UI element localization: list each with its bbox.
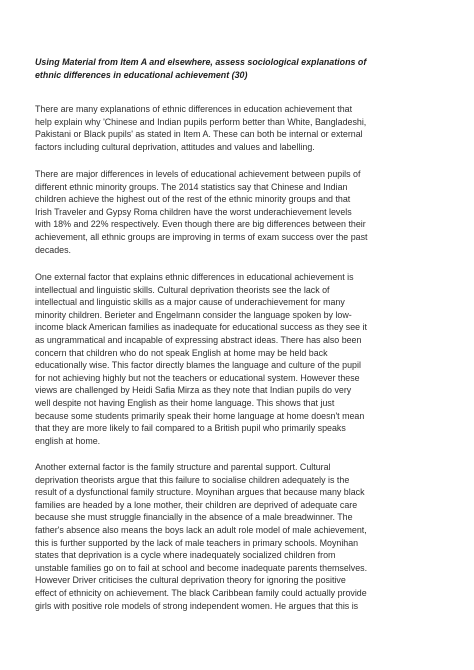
paragraph-line: achievement, all ethnic groups are improving in terms of exam success over the past — [35, 231, 368, 242]
paragraph-line: unstable families go on to fail at school and become inadequate parents themselves. — [35, 562, 368, 573]
paragraph-introduction — [35, 103, 445, 153]
paragraph-line: because she must struggle financially in the absence of a male breadwinner. The — [35, 512, 353, 523]
paragraph-line: decades. — [35, 244, 72, 255]
paragraph-line: as ungrammatical and incapable of expressing abstract ideas. There has also been — [35, 334, 362, 345]
paragraph-line: One external factor that explains ethnic differences in educational achievement is — [35, 272, 354, 282]
paragraph-line: income black American families as inadequate for educational success as they see it — [35, 322, 368, 333]
paragraph-line: effect of ethnicity on achievement. The black Caribbean family could actually provide — [35, 587, 367, 598]
paragraph-line: There are major differences in levels of educational achievement between pupils of — [35, 169, 361, 179]
paragraph-line: different ethnic minority groups. The 2014 statistics say that Chinese and Indian — [35, 181, 348, 192]
paragraph-line: with 18% and 22% respectively. Even though there are big differences between their — [35, 219, 366, 230]
paragraph-line: children achieve the highest out of the rest of the ethnic minority groups and that — [35, 194, 351, 205]
paragraph-line: Pakistani or Black pupils' as stated in Item A. These can both be internal or external — [35, 129, 363, 140]
paragraph-family-structure — [35, 461, 445, 612]
heading-line: ethnic differences in educational achievement (30) — [35, 69, 248, 80]
paragraph-line: views are challenged by Heidi Safia Mirza as they note that Indian pupils do very — [35, 385, 352, 396]
paragraph-line: educationally wise. This factor directly blames the language and culture of the pupil — [35, 360, 361, 371]
paragraph-line: deprivation theorists argue that this failure to socialise children adequately is the — [35, 474, 350, 485]
paragraph-linguistic-skills — [35, 271, 445, 447]
paragraph-line: Irish Traveler and Gypsy Roma children have the worst underachievement levels — [35, 206, 352, 217]
paragraph-line: because some students primarily speak their home language at home doesn't mean — [35, 410, 365, 421]
paragraph-statistics — [35, 168, 445, 256]
paragraph-line: help explain why 'Chinese and Indian pupils perform better than White, Bangladeshi, — [35, 116, 367, 127]
paragraph-line: well despite not having English as their home language. This shows that just — [35, 397, 335, 408]
paragraph-line: families are headed by a lone mother, their children are deprived of adequate care — [35, 499, 358, 510]
paragraph-line: intellectual and linguistic skills as a major cause of underachievement for many — [35, 297, 345, 308]
paragraph-line: father's absence also means the boys lack an adult role model of male achievement, — [35, 524, 367, 535]
paragraph-line: Another external factor is the family structure and parental support. Cultural — [35, 462, 331, 472]
essay-question-heading — [35, 56, 445, 81]
paragraph-line: for not achieving highly but not the teachers or educational system. However these — [35, 372, 360, 383]
heading-line: Using Material from Item A and elsewhere, assess sociological explanations of — [35, 57, 367, 67]
paragraph-line: this is further supported by the lack of male teachers in primary schools. Moynihan — [35, 537, 359, 548]
paragraph-line: minority children. Berieter and Engelmann consider the language spoken by low- — [35, 309, 352, 320]
paragraph-line: result of a dysfunctional family structure. Moynihan argues that because many black — [35, 487, 365, 498]
paragraph-line: However Driver criticises the cultural deprivation theory for ignoring the positive — [35, 575, 346, 586]
paragraph-line: english at home. — [35, 435, 101, 446]
paragraph-line: states that deprivation is a cycle where inadequately socialized children from — [35, 550, 336, 561]
paragraph-line: girls with positive role models of strong independent women. He argues that this is — [35, 600, 359, 611]
paragraph-line: that they are more likely to fail compared to a British pupil who primarily speaks — [35, 423, 346, 434]
paragraph-line: factors including cultural deprivation, attitudes and values and labelling. — [35, 141, 315, 152]
paragraph-line: intellectual and linguistic skills. Cultural deprivation theorists see the lack of — [35, 284, 330, 295]
paragraph-line: There are many explanations of ethnic differences in education achievement that — [35, 104, 353, 114]
paragraph-line: concern that children who do not speak English at home may be held back — [35, 347, 328, 358]
